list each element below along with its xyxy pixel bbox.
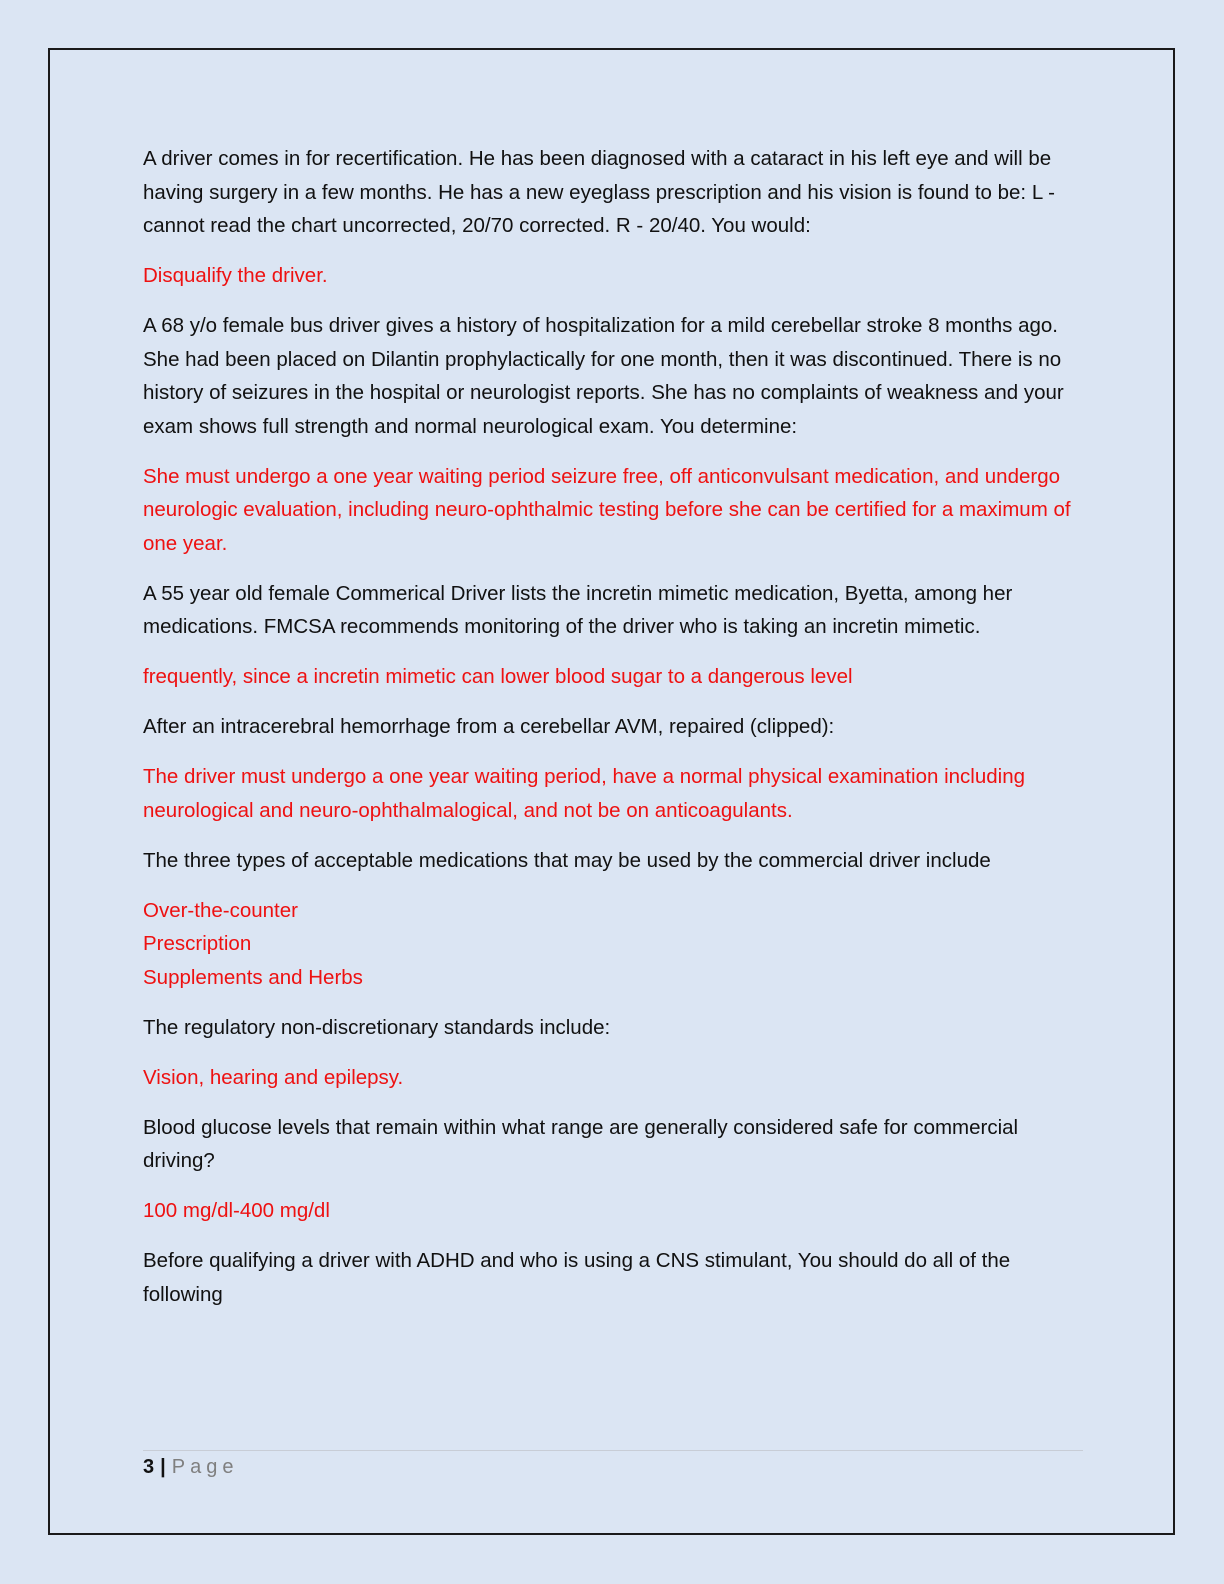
qa-block-1	[143, 142, 1073, 293]
footer-separator: |	[160, 1456, 166, 1478]
answer-text: Disqualify the driver.	[143, 264, 328, 287]
answer-list	[143, 894, 1073, 995]
answer-list-item: Supplements and Herbs	[143, 965, 363, 989]
qa-block-8	[143, 1244, 1073, 1311]
answer-text: The driver must undergo a one year waiting period, have a normal physical examination including neurological and neuro-ophthalmalogical, and not be on anticoagulants.	[143, 765, 1025, 822]
qa-block-5	[143, 844, 1073, 995]
page-number: 3	[143, 1456, 155, 1478]
qa-block-2	[143, 309, 1073, 560]
question-text: A 68 y/o female bus driver gives a history of hospitalization for a mild cerebellar stroke 8 months ago. She had been placed on Dilantin prophylactically for one month, then it was discontinued. There is no history of seizures in the hospital or neurologist reports. She has no complaints of weakness and your exam shows full strength and normal neurological exam. You determine:	[143, 314, 1064, 438]
question-text: A 55 year old female Commerical Driver lists the incretin mimetic medication, Byetta, among her medications. FMCSA recommends monitoring of the driver who is taking an incretin mimetic.	[143, 581, 1013, 638]
answer-text: frequently, since a incretin mimetic can lower blood sugar to a dangerous level	[143, 665, 853, 688]
answer-list-item: Prescription	[143, 932, 252, 955]
qa-block-6	[143, 1011, 1073, 1095]
question-text: The three types of acceptable medications that may be used by the commercial driver include	[143, 848, 991, 872]
document-body	[143, 142, 1073, 1328]
question-text: Before qualifying a driver with ADHD and who is using a CNS stimulant, You should do all of the following	[143, 1249, 1011, 1306]
page-footer	[143, 1454, 238, 1480]
footer-divider	[143, 1450, 1083, 1451]
answer-text: 100 mg/dl-400 mg/dl	[143, 1199, 330, 1222]
answer-list-item: Over-the-counter	[143, 898, 298, 922]
question-text: A driver comes in for recertification. He has been diagnosed with a cataract in his left eye and will be having surgery in a few months. He has a new eyeglass prescription and his vision is found to be: L - cannot read the chart uncorrected, 20/70 corrected. R - 20/40. You would:	[143, 147, 1055, 237]
answer-text: She must undergo a one year waiting period seizure free, off anticonvulsant medication, and undergo neurologic evaluation, including neuro-ophthalmic testing before she can be certified for a maximum of one year.	[143, 464, 1071, 555]
page-label: Page	[171, 1456, 239, 1478]
qa-block-4	[143, 710, 1073, 827]
qa-block-3	[143, 577, 1073, 694]
qa-block-7	[143, 1111, 1073, 1228]
question-text: The regulatory non-discretionary standards include:	[143, 1015, 611, 1039]
question-text: Blood glucose levels that remain within what range are generally considered safe for commercial driving?	[143, 1115, 1019, 1172]
answer-text: Vision, hearing and epilepsy.	[143, 1065, 404, 1089]
question-text: After an intracerebral hemorrhage from a cerebellar AVM, repaired (clipped):	[143, 715, 835, 738]
